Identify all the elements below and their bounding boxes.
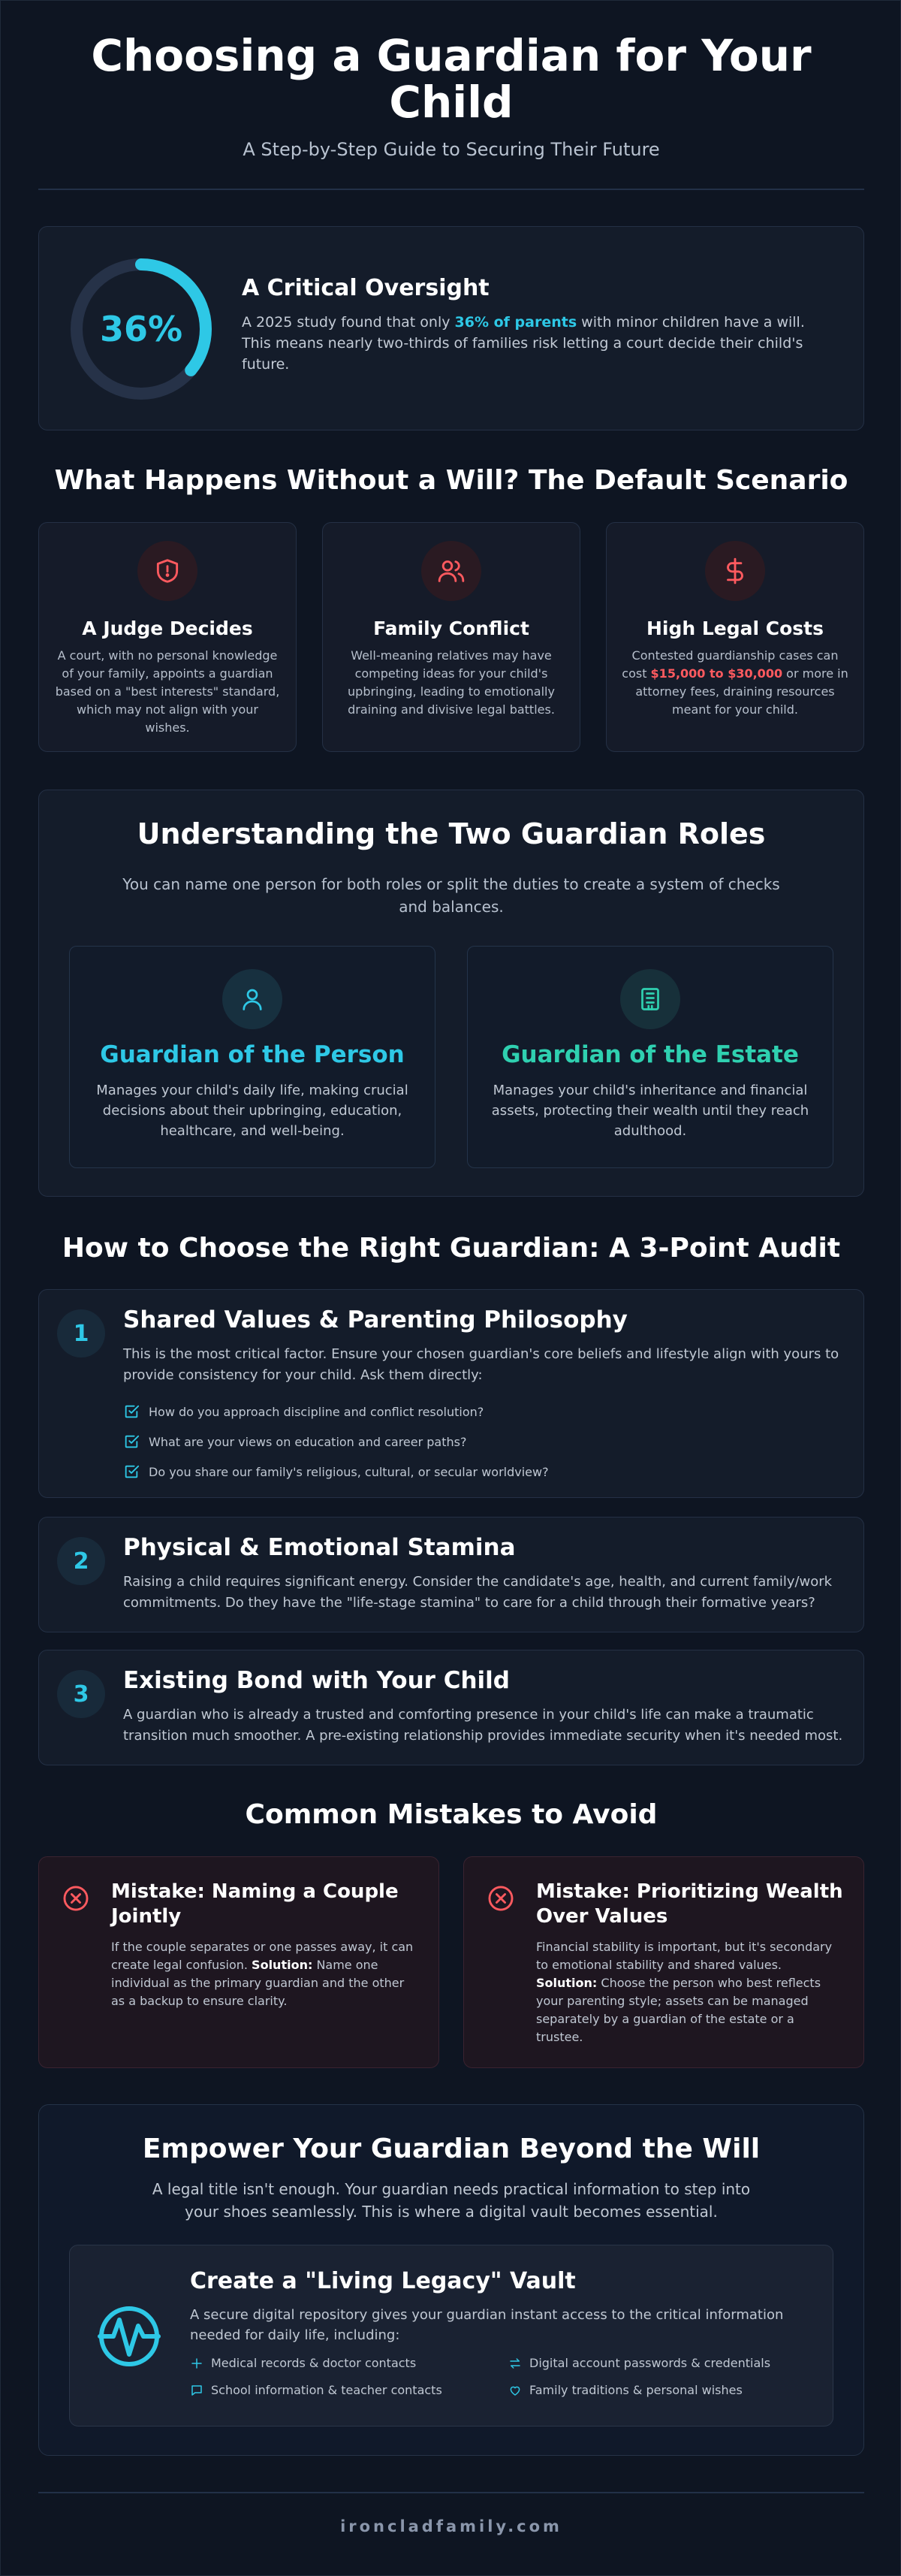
mistake-text: [111, 1938, 419, 2010]
footer-divider: [38, 2492, 864, 2493]
activity-logo-icon: [97, 2304, 161, 2369]
vault-feature-label: School information & teacher contacts: [211, 2383, 442, 2397]
solution-label: Solution:: [252, 1958, 313, 1972]
role-card-person: [69, 946, 435, 1168]
audit-item-text: Raising a child requires significant energy. Consider the candidate's age, health, and current family/work commitments. Do they have the "life-stage stamina" to care for a child through their formative years?: [123, 1574, 833, 1611]
audit-item-text: This is the most critical factor. Ensure your chosen guardian's core beliefs and lifestyle align with yours to provide consistency for your child. Ask them directly:: [123, 1346, 839, 1383]
checklist-text: Do you share our family's religious, cultural, or secular worldview?: [149, 1464, 549, 1479]
default-card: [38, 522, 297, 752]
default-card-text-part: Contested guardianship cases can cost: [622, 648, 839, 681]
vault-feature: [508, 2383, 743, 2397]
default-heading: What Happens Without a Will? The Default Scenario: [54, 465, 848, 496]
audit-number: 1: [57, 1309, 105, 1357]
audit-item-title: Shared Values & Parenting Philosophy: [123, 1306, 628, 1333]
page-subtitle: A Step-by-Step Guide to Securing Their Future: [243, 139, 660, 160]
vault-text: A secure digital repository gives your guardian instant access to the critical information needed for daily life, including:: [190, 2307, 784, 2343]
default-card-text: Well-meaning relatives may have competing ideas for your child's upbringing, leading to emotionally draining and divisive legal battles.: [348, 648, 555, 717]
check-square-icon: [123, 1463, 140, 1480]
x-circle-icon: [487, 1884, 515, 1913]
percent-value: 36%: [99, 309, 183, 349]
check-square-icon: [123, 1433, 140, 1450]
stat-text-part: A 2025 study found that only: [242, 314, 455, 331]
mistake-text: [536, 1938, 844, 2046]
vault-feature-label: Family traditions & personal wishes: [529, 2383, 743, 2397]
mistake-title: Mistake: Naming a Couple Jointly: [111, 1880, 399, 1928]
checklist-item: [123, 1427, 844, 1457]
mistake-solution: Name one individual as the primary guardian and the other as a backup to ensure clarity.: [111, 1958, 405, 2008]
vault-features: [190, 2356, 813, 2408]
x-circle-icon: [62, 1884, 90, 1913]
default-card-title: High Legal Costs: [646, 618, 824, 639]
header-divider: [38, 189, 864, 190]
default-card-title: A Judge Decides: [82, 618, 253, 639]
mistakes-heading: Common Mistakes to Avoid: [245, 1799, 658, 1830]
vault-feature: [508, 2356, 770, 2370]
stat-text: [242, 312, 835, 375]
roles-intro: You can name one person for both roles or split the duties to create a system of checks and balances.: [122, 875, 780, 916]
checklist-text: How do you approach discipline and conflict resolution?: [149, 1404, 484, 1419]
checklist-item: [123, 1397, 844, 1427]
empower-intro: A legal title isn't enough. Your guardian needs practical information to step into your shoes seamlessly. This is where a digital vault becomes essential.: [152, 2180, 751, 2221]
roles-section: [38, 790, 864, 1197]
roles-heading: Understanding the Two Guardian Roles: [137, 817, 766, 850]
check-square-icon: [123, 1403, 140, 1420]
audit-checklist: [123, 1397, 844, 1487]
empower-heading: Empower Your Guardian Beyond the Will: [142, 2134, 761, 2164]
mistake-text-part: If the couple separates or one passes away, it can create legal confusion.: [111, 1940, 414, 1972]
legal-cost-highlight: $15,000 to $30,000: [650, 666, 783, 681]
header: [38, 32, 864, 160]
audit-item-text: A guardian who is already a trusted and comforting presence in your child's life can make a traumatic transition much smoother. A pre-existing relationship provides immediate security when it's needed most.: [123, 1707, 843, 1744]
audit-item-title: Existing Bond with Your Child: [123, 1667, 510, 1694]
checklist-text: What are your views on education and career paths?: [149, 1434, 467, 1449]
audit-item: [38, 1517, 864, 1632]
role-person-title: Guardian of the Person: [100, 1041, 405, 1068]
audit-item: [38, 1289, 864, 1498]
stat-title: A Critical Oversight: [242, 275, 490, 301]
mistake-card: [38, 1856, 439, 2068]
heart-icon: [508, 2384, 522, 2397]
users-icon: [421, 541, 481, 601]
building-icon: [620, 969, 680, 1029]
message-icon: [190, 2384, 203, 2397]
default-cards: [38, 522, 864, 752]
footer-brand-link[interactable]: ironcladfamily.com: [340, 2517, 562, 2535]
audit-number: 2: [57, 1537, 105, 1585]
page-title: Choosing a Guardian for Your Child: [91, 30, 812, 128]
default-card: [606, 522, 864, 752]
shield-alert-icon: [137, 541, 197, 601]
stat-card: [38, 226, 864, 430]
vault-feature-label: Digital account passwords & credentials: [529, 2356, 771, 2370]
vault-feature-label: Medical records & doctor contacts: [211, 2356, 417, 2370]
default-card-text-part: or more in attorney fees, draining resources meant for your child.: [635, 666, 848, 717]
audit-heading: How to Choose the Right Guardian: A 3-Point Audit: [62, 1233, 841, 1264]
default-card-title: Family Conflict: [373, 618, 529, 639]
mistake-card: [463, 1856, 864, 2068]
dollar-icon: [705, 541, 765, 601]
mistake-text-part: Financial stability is important, but it's secondary to emotional stability and shared values.: [536, 1940, 833, 1972]
empower-section: [38, 2104, 864, 2456]
plus-icon: [190, 2357, 203, 2370]
role-estate-title: Guardian of the Estate: [502, 1041, 799, 1068]
vault-card: [69, 2245, 833, 2427]
percent-ring: [69, 257, 213, 401]
mistake-solution: Choose the person who best reflects your parenting style; assets can be managed separately by a guardian of the estate or a trustee.: [536, 1976, 821, 2044]
solution-label: Solution:: [536, 1976, 598, 1990]
vault-feature: [190, 2356, 416, 2370]
vault-title: Create a "Living Legacy" Vault: [190, 2268, 576, 2294]
default-card: [322, 522, 580, 752]
default-card-text: [620, 647, 850, 719]
swap-icon: [508, 2357, 522, 2370]
stat-highlight: 36% of parents: [454, 314, 577, 331]
mistakes-row: [38, 1856, 864, 2068]
role-estate-text: Manages your child's inheritance and financial assets, protecting their wealth until they reach adulthood.: [491, 1083, 809, 1139]
role-card-estate: [467, 946, 833, 1168]
default-card-text: A court, with no personal knowledge of your family, appoints a guardian based on a "best interests" standard, which may not align with your wishes.: [55, 648, 280, 735]
role-person-text: Manages your child's daily life, making crucial decisions about their upbringing, education, healthcare, and well-being.: [96, 1083, 408, 1139]
checklist-item: [123, 1457, 844, 1487]
mistake-title: Mistake: Prioritizing Wealth Over Values: [536, 1880, 843, 1928]
person-icon: [222, 969, 282, 1029]
audit-number: 3: [57, 1670, 105, 1718]
stat-text-part: with minor children have a will. This means nearly two-thirds of families risk letting a court decide their child's future.: [242, 314, 805, 373]
vault-feature: [190, 2383, 442, 2397]
audit-item: [38, 1650, 864, 1765]
audit-item-title: Physical & Emotional Stamina: [123, 1534, 516, 1561]
